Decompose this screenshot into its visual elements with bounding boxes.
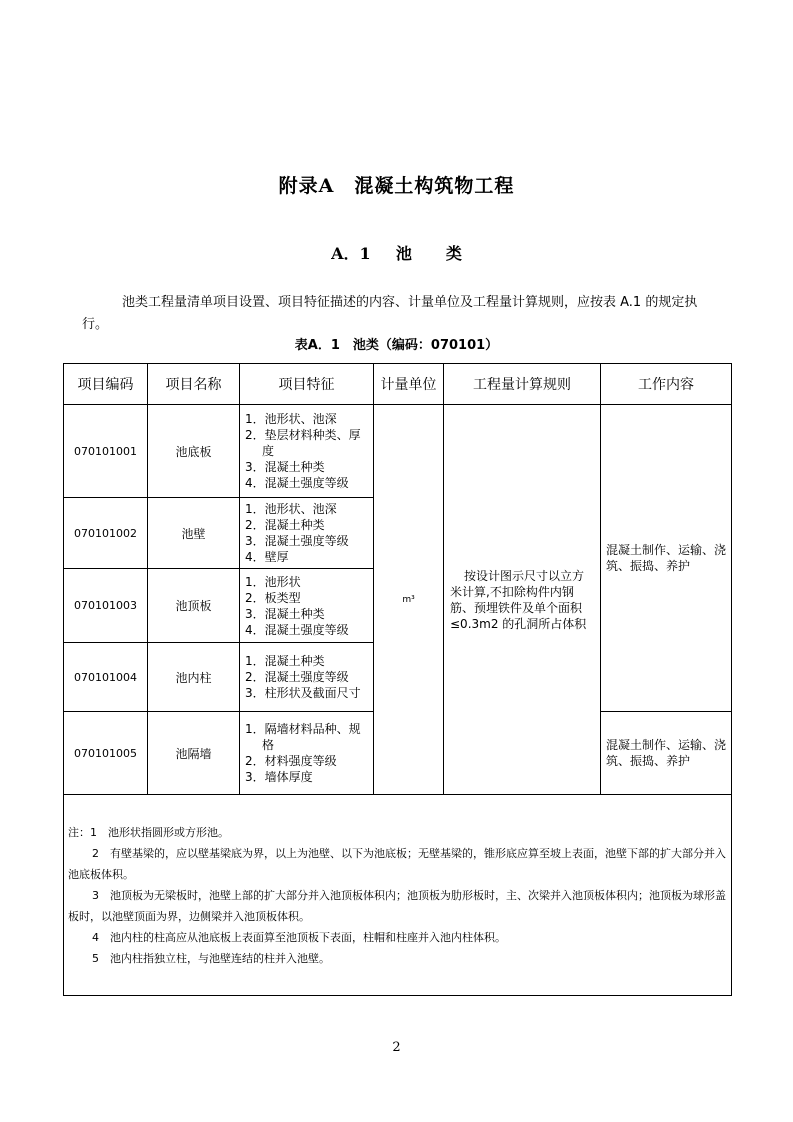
feature-line: 3．混凝土强度等级 — [245, 534, 349, 548]
page-number: 2 — [392, 1040, 401, 1055]
feature-line: 1．池形状 — [245, 574, 301, 589]
notes-cell — [64, 795, 732, 996]
item-code: 070101005 — [64, 712, 148, 795]
header-features: 项目特征 — [240, 364, 374, 405]
feature-line: 1．池形状、池深 — [245, 412, 337, 426]
feature-line: 4．混凝土强度等级 — [245, 476, 349, 490]
intro-text: 池类工程量清单项目设置、项目特征描述的内容、计量单位及工程量计算规则，应按表 A.1 的规定执行。 — [82, 295, 698, 332]
table-row — [64, 405, 732, 498]
item-name: 池内柱 — [148, 643, 240, 712]
header-name: 项目名称 — [148, 364, 240, 405]
item-code: 070101004 — [64, 643, 148, 712]
notes-row — [64, 795, 732, 996]
item-name: 池壁 — [148, 498, 240, 569]
feature-line: 2．材料强度等级 — [245, 754, 337, 768]
section-title-part1: 池 — [395, 244, 412, 263]
item-features — [240, 405, 374, 498]
feature-line: 3．混凝土种类 — [245, 606, 325, 621]
feature-line: 2．板类型 — [245, 590, 301, 605]
item-features — [240, 643, 374, 712]
section-title — [0, 241, 793, 264]
note-line: 注：1 池形状指圆形或方形池。 — [68, 826, 229, 839]
header-rule: 工程量计算规则 — [444, 364, 601, 405]
item-features — [240, 569, 374, 643]
note-line: 2 有壁基梁的，应以壁基梁底为界，以上为池壁、以下为池底板；无壁基梁的，锥形底应算至坡上表面，池壁下部的扩大部分并入池底板体积。 — [68, 847, 726, 881]
feature-line: 1．混凝土种类 — [245, 654, 325, 668]
feature-line: 2．混凝土强度等级 — [245, 670, 349, 684]
item-features — [240, 498, 374, 569]
note-line: 4 池内柱的柱高应从池底板上表面算至池顶板下表面，柱帽和柱座并入池内柱体积。 — [92, 931, 506, 944]
item-code: 070101002 — [64, 498, 148, 569]
item-code: 070101003 — [64, 569, 148, 643]
note-line: 3 池顶板为无梁板时，池壁上部的扩大部分并入池顶板体积内；池顶板为肋形板时，主、次梁并入池顶板体积内；池顶板为球形盖板时，以池壁顶面为界，边侧梁并入池顶板体积。 — [68, 889, 726, 923]
feature-line: 1．池形状、池深 — [245, 502, 337, 516]
item-name: 池底板 — [148, 405, 240, 498]
work-content-cell: 混凝土制作、运输、浇筑、振捣、养护 — [601, 712, 732, 795]
feature-line: 1．隔墙材料品种、规格 — [245, 722, 361, 752]
pool-items-table — [63, 363, 732, 996]
feature-line: 3．混凝土种类 — [245, 460, 325, 474]
item-name: 池隔墙 — [148, 712, 240, 795]
section-title-part2: 类 — [445, 244, 462, 263]
item-name: 池顶板 — [148, 569, 240, 643]
table-header-row — [64, 364, 732, 405]
feature-line: 2．混凝土种类 — [245, 518, 325, 532]
feature-line: 3．柱形状及截面尺寸 — [245, 686, 361, 700]
item-code: 070101001 — [64, 405, 148, 498]
work-content-cell: 混凝土制作、运输、浇筑、振捣、养护 — [601, 405, 732, 712]
header-work: 工作内容 — [601, 364, 732, 405]
unit-cell: m³ — [374, 405, 444, 795]
rule-cell: 按设计图示尺寸以立方米计算,不扣除构件内钢筋、预埋铁件及单个面积≤0.3m2 的孔洞所占体积 — [444, 405, 601, 795]
intro-paragraph — [82, 292, 712, 336]
header-code: 项目编码 — [64, 364, 148, 405]
item-features — [240, 712, 374, 795]
feature-line: 4．壁厚 — [245, 550, 289, 564]
feature-line: 3．墙体厚度 — [245, 770, 313, 784]
feature-line: 2．垫层材料种类、厚度 — [245, 428, 361, 458]
feature-line: 4．混凝土强度等级 — [245, 622, 349, 637]
header-unit: 计量单位 — [374, 364, 444, 405]
section-number: A．1 — [331, 244, 371, 263]
table-caption: 表A．1 池类（编码：070101） — [294, 338, 499, 353]
appendix-title: 附录A 混凝土构筑物工程 — [278, 175, 515, 197]
note-line: 5 池内柱指独立柱，与池壁连结的柱并入池壁。 — [92, 952, 330, 965]
